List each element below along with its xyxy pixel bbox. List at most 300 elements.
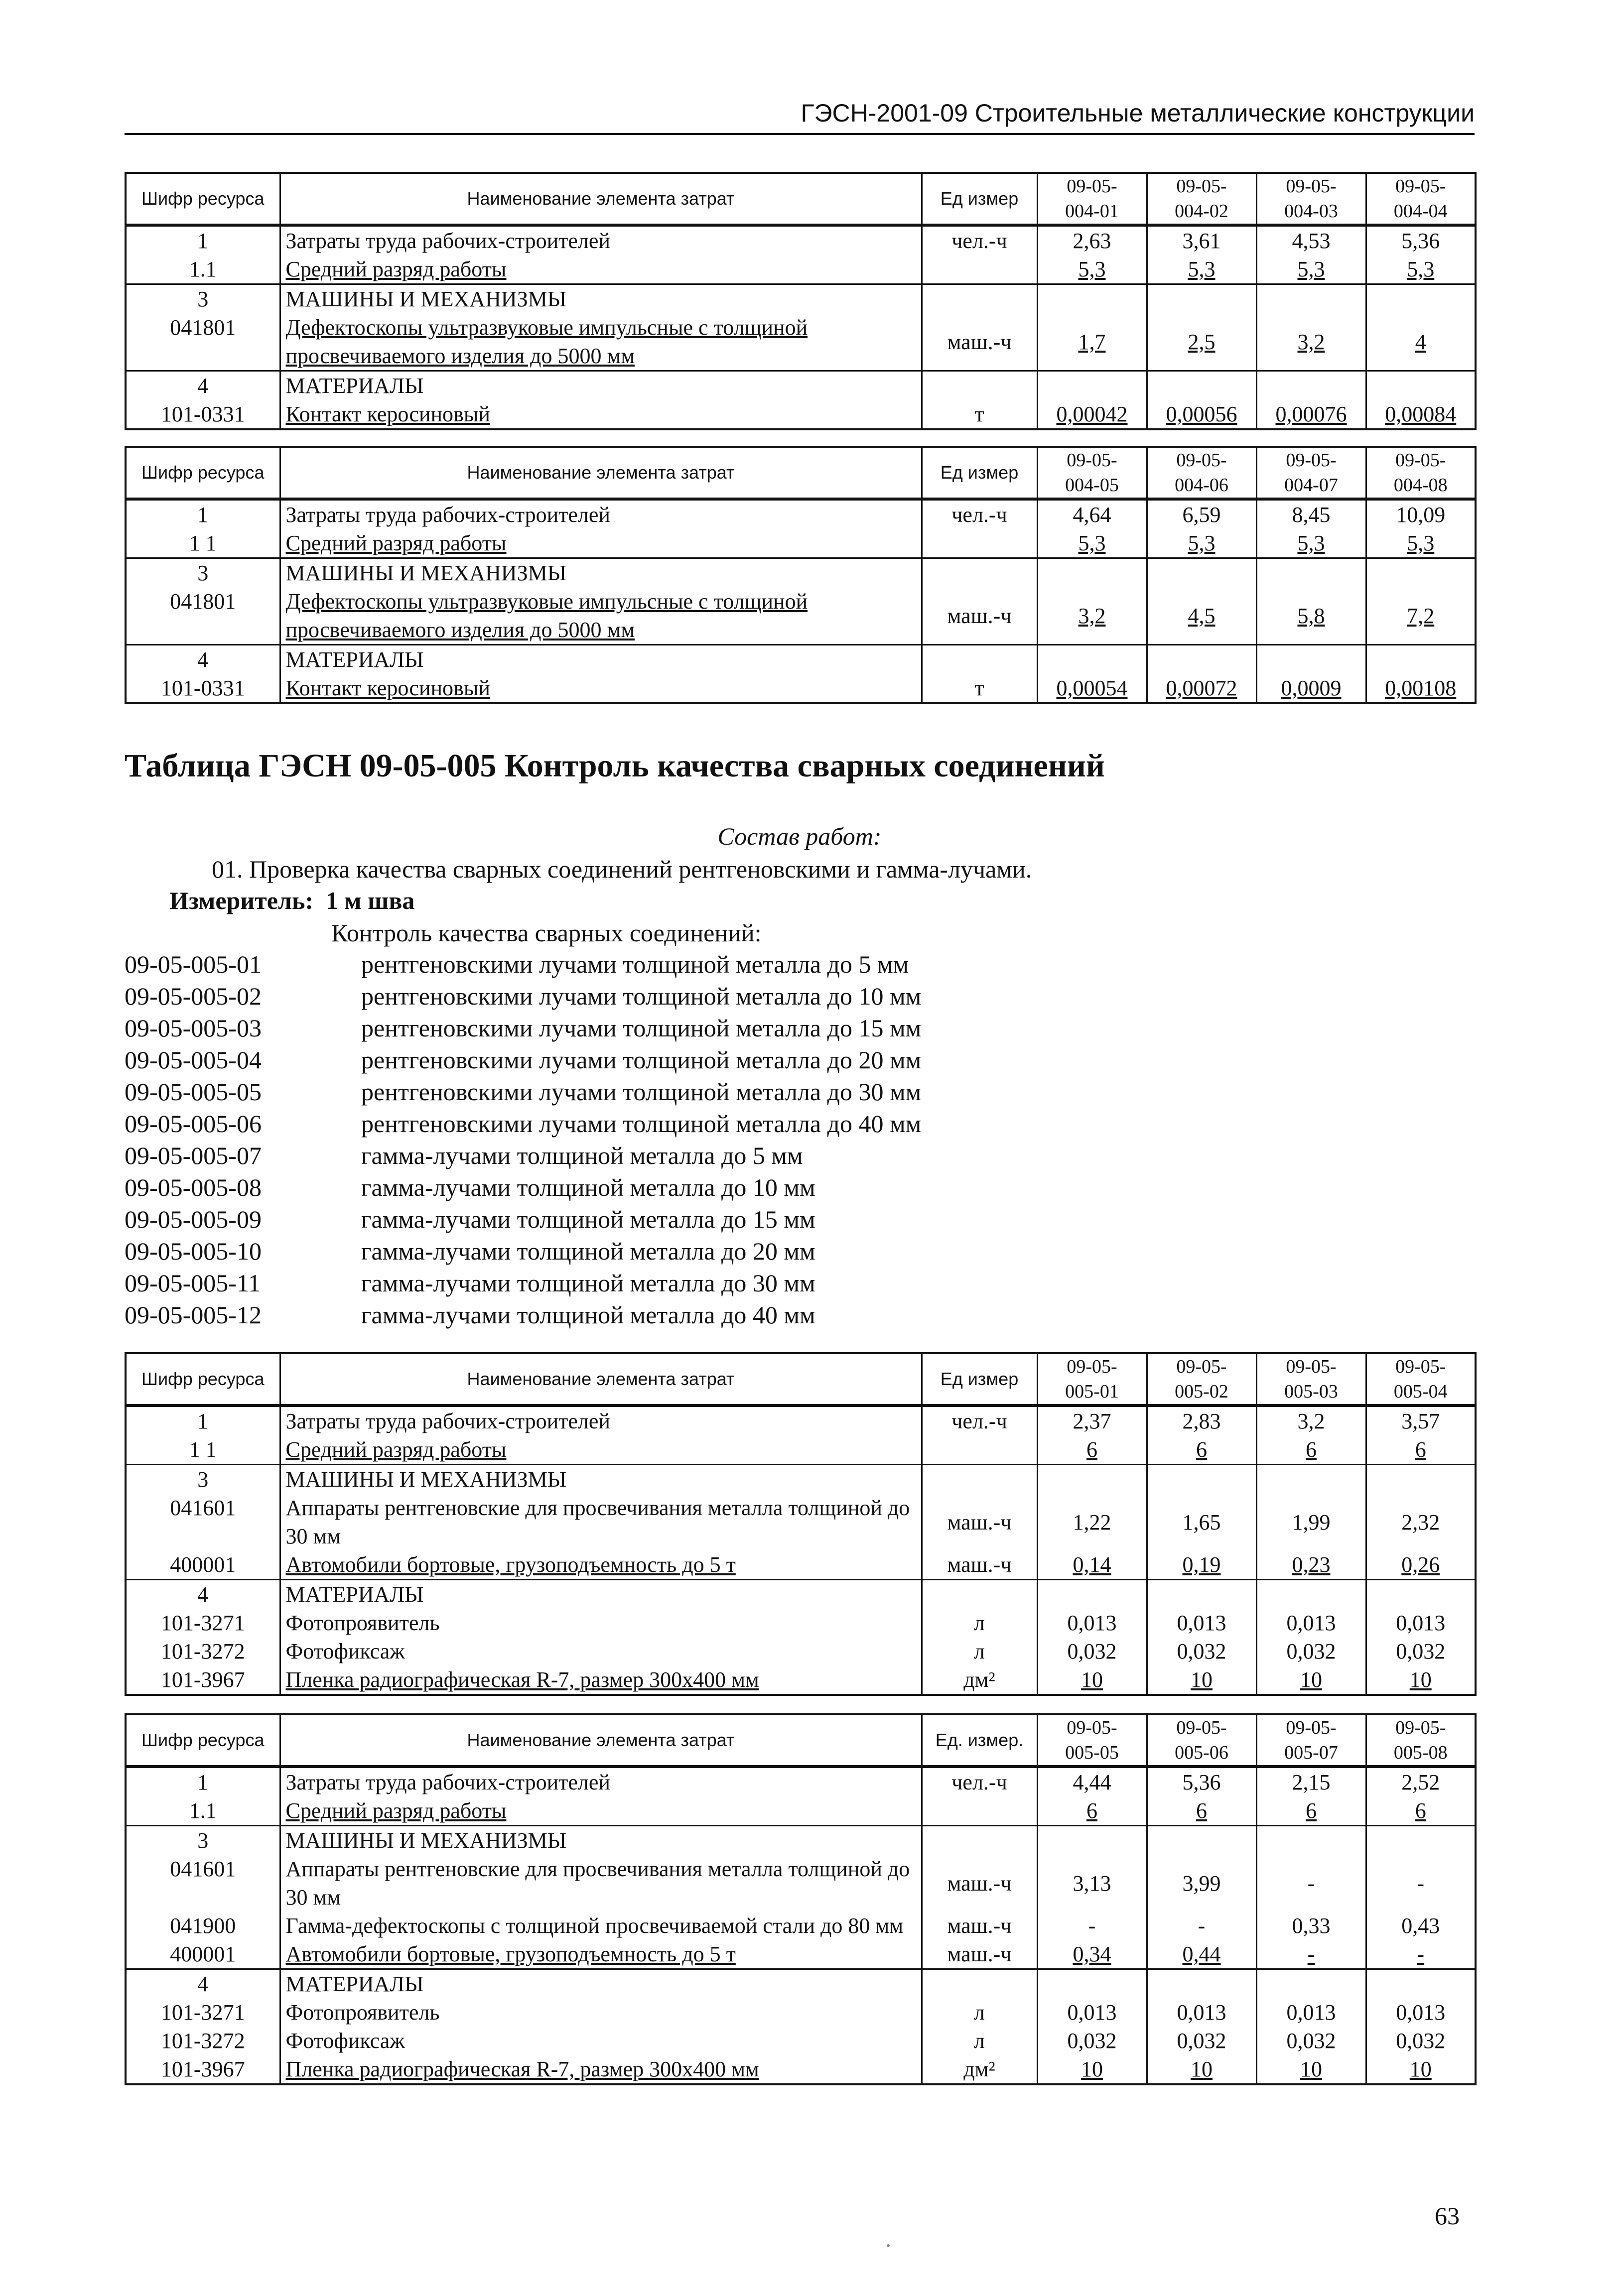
table-row	[126, 1665, 1476, 1695]
section-heading: МАШИНЫ И МЕХАНИЗМЫ	[280, 284, 922, 314]
value-cell: 10	[1256, 1665, 1366, 1695]
value-cell: 2,52	[1366, 1767, 1476, 1796]
value-cell	[1256, 1465, 1366, 1494]
col-header-unit: Ед измер	[922, 447, 1037, 499]
value-cell: 6	[1037, 1435, 1147, 1465]
value-cell	[1256, 1969, 1366, 1999]
unit-cell	[922, 1580, 1037, 1609]
section-heading: МАТЕРИАЛЫ	[280, 1580, 922, 1609]
section-row	[126, 1969, 1476, 1999]
table-row	[126, 1609, 1476, 1637]
unit-cell: л	[922, 1637, 1037, 1665]
value-cell: 5,3	[1256, 529, 1366, 558]
section-heading: МАТЕРИАЛЫ	[280, 371, 922, 400]
value-cell: 1,99	[1256, 1494, 1366, 1550]
resource-table-005-05-08	[125, 1713, 1477, 2085]
item-code: 09-05-005-02	[125, 982, 262, 1010]
section-heading: МАТЕРИАЛЫ	[280, 645, 922, 674]
resource-code: 1	[126, 1405, 280, 1435]
value-cell: 5,36	[1147, 1767, 1256, 1796]
value-cell: 7,2	[1366, 587, 1476, 645]
norm-code-part2: 005-03	[1284, 1381, 1338, 1402]
unit-cell: маш.-ч	[922, 1550, 1037, 1580]
section-heading: МАШИНЫ И МЕХАНИЗМЫ	[280, 1465, 922, 1494]
col-header-norm	[1147, 1353, 1256, 1405]
item-code: 09-05-005-07	[125, 1142, 262, 1169]
value-cell: 6	[1147, 1796, 1256, 1826]
col-header-norm	[1366, 173, 1476, 225]
value-cell: 6	[1256, 1796, 1366, 1826]
value-cell: 3,61	[1147, 225, 1256, 255]
value-cell: 0,43	[1366, 1912, 1476, 1940]
resource-name: Средний разряд работы	[280, 1796, 922, 1826]
value-cell	[1366, 1465, 1476, 1494]
resource-code: 1	[126, 225, 280, 255]
unit-cell	[922, 1465, 1037, 1494]
value-cell: 3,13	[1037, 1855, 1147, 1912]
col-header-code: Шифр ресурса	[126, 447, 280, 499]
value-cell: 0,00108	[1366, 674, 1476, 703]
item-description: гамма-лучами толщиной металла до 20 мм	[361, 1237, 815, 1265]
resource-code: 101-3967	[126, 1665, 280, 1695]
norm-code-part2: 004-01	[1065, 201, 1119, 222]
item-code: 09-05-005-09	[125, 1205, 262, 1233]
norm-code-part2: 005-02	[1175, 1381, 1228, 1402]
norm-code-part2: 005-07	[1284, 1742, 1338, 1763]
section-title: Таблица ГЭСН 09-05-005 Контроль качества сварных соединений	[125, 748, 1105, 784]
value-cell: 0,26	[1366, 1550, 1476, 1580]
value-cell: -	[1037, 1912, 1147, 1940]
izmeritel-label: Измеритель:	[169, 887, 314, 914]
resource-name: Контакт керосиновый	[280, 400, 922, 429]
unit-cell: маш.-ч	[922, 1494, 1037, 1550]
col-header-name: Наименование элемента затрат	[280, 1714, 922, 1767]
value-cell: 1,22	[1037, 1494, 1147, 1550]
resource-name: Гамма-дефектоскопы с толщиной просвечиваемой стали до 80 мм	[280, 1912, 922, 1940]
item-code: 09-05-005-11	[125, 1269, 261, 1297]
unit-cell	[922, 255, 1037, 284]
resource-code: 3	[126, 284, 280, 314]
resource-table-004-01-04	[125, 172, 1477, 430]
value-cell: 5,3	[1147, 255, 1256, 284]
table-row	[126, 1637, 1476, 1665]
value-cell: 8,45	[1256, 499, 1366, 529]
resource-code: 4	[126, 1969, 280, 1999]
unit-cell	[922, 1435, 1037, 1465]
resource-name: Автомобили бортовые, грузоподъемность до 5 т	[280, 1940, 922, 1969]
value-cell: 0,00054	[1037, 674, 1147, 703]
value-cell: 0,44	[1147, 1940, 1256, 1969]
izmeritel	[169, 886, 414, 915]
resource-code: 101-0331	[126, 674, 280, 703]
resource-name: Контакт керосиновый	[280, 674, 922, 703]
value-cell: 0,013	[1147, 1609, 1256, 1637]
resource-code: 4	[126, 371, 280, 400]
value-cell: 0,00076	[1256, 400, 1366, 429]
value-cell: 5,36	[1366, 225, 1476, 255]
sostav-item: 01. Проверка качества сварных соединений рентгеновскими и гамма-лучами.	[212, 855, 1032, 883]
izmeritel-value: 1 м шва	[326, 887, 415, 914]
value-cell: 0,0009	[1256, 674, 1366, 703]
resource-code: 1 1	[126, 529, 280, 558]
value-cell: 4,64	[1037, 499, 1147, 529]
value-cell: 10	[1037, 2055, 1147, 2084]
item-description: рентгеновскими лучами толщиной металла до 20 мм	[361, 1046, 922, 1074]
col-header-norm	[1366, 1714, 1476, 1767]
value-cell: 0,032	[1037, 1637, 1147, 1665]
unit-cell: маш.-ч	[922, 1855, 1037, 1912]
item-description: гамма-лучами толщиной металла до 10 мм	[361, 1173, 815, 1201]
resource-name: Затраты труда рабочих-строителей	[280, 1767, 922, 1796]
resource-name: Пленка радиографическая R-7, размер 300х400 мм	[280, 1665, 922, 1695]
value-cell: 0,013	[1366, 1609, 1476, 1637]
unit-cell	[922, 558, 1037, 588]
unit-cell: чел.-ч	[922, 499, 1037, 529]
item-code: 09-05-005-10	[125, 1237, 262, 1265]
norm-code-part1: 09-05-	[1395, 1356, 1446, 1377]
table-row	[126, 400, 1476, 429]
norm-code-part1: 09-05-	[1286, 176, 1337, 197]
value-cell: 5,3	[1366, 529, 1476, 558]
resource-name: Автомобили бортовые, грузоподъемность до 5 т	[280, 1550, 922, 1580]
value-cell: 2,32	[1366, 1494, 1476, 1550]
resource-code: 101-0331	[126, 400, 280, 429]
norm-code-part1: 09-05-	[1067, 1356, 1117, 1377]
resource-code: 101-3271	[126, 1609, 280, 1637]
norm-code-part2: 005-05	[1065, 1742, 1119, 1763]
norm-code-part2: 004-05	[1065, 475, 1119, 496]
col-header-norm	[1037, 1353, 1147, 1405]
value-cell: 2,63	[1037, 225, 1147, 255]
norm-code-part2: 004-03	[1284, 201, 1338, 222]
resource-code: 1.1	[126, 1796, 280, 1826]
value-cell	[1366, 284, 1476, 314]
col-header-norm	[1147, 447, 1256, 499]
item-description: рентгеновскими лучами толщиной металла до 15 мм	[361, 1014, 922, 1042]
unit-cell	[922, 284, 1037, 314]
resource-name: Пленка радиографическая R-7, размер 300х400 мм	[280, 2055, 922, 2084]
table-row	[126, 1494, 1476, 1550]
col-header-norm	[1037, 173, 1147, 225]
table-row	[126, 1912, 1476, 1940]
item-description: рентгеновскими лучами толщиной металла до 5 мм	[361, 950, 909, 978]
unit-cell: чел.-ч	[922, 1767, 1037, 1796]
norm-code-part1: 09-05-	[1395, 176, 1446, 197]
value-cell: -	[1256, 1940, 1366, 1969]
item-description: гамма-лучами толщиной металла до 15 мм	[361, 1205, 815, 1233]
value-cell: 5,8	[1256, 587, 1366, 645]
sostav-title: Состав работ:	[717, 822, 882, 850]
col-header-norm	[1037, 1714, 1147, 1767]
value-cell	[1256, 1826, 1366, 1855]
value-cell: 0,032	[1366, 2027, 1476, 2055]
unit-cell: т	[922, 400, 1037, 429]
resource-code: 1.1	[126, 255, 280, 284]
resource-name: Затраты труда рабочих-строителей	[280, 225, 922, 255]
value-cell	[1256, 645, 1366, 674]
norm-code-part1: 09-05-	[1067, 176, 1117, 197]
value-cell: 1,7	[1037, 313, 1147, 371]
value-cell: -	[1256, 1855, 1366, 1912]
resource-code: 101-3967	[126, 2055, 280, 2084]
value-cell: 0,032	[1147, 1637, 1256, 1665]
section-row	[126, 371, 1476, 400]
value-cell: 3,57	[1366, 1405, 1476, 1435]
table-row	[126, 499, 1476, 529]
item-code: 09-05-005-12	[125, 1301, 262, 1329]
value-cell	[1366, 645, 1476, 674]
table-row	[126, 1435, 1476, 1465]
value-cell: 0,14	[1037, 1550, 1147, 1580]
col-header-code: Шифр ресурса	[126, 1353, 280, 1405]
table-row	[126, 1767, 1476, 1796]
value-cell	[1147, 1826, 1256, 1855]
unit-cell: маш.-ч	[922, 1940, 1037, 1969]
unit-cell: дм²	[922, 1665, 1037, 1695]
value-cell	[1256, 371, 1366, 400]
norm-code-part1: 09-05-	[1067, 1717, 1117, 1738]
table-row	[126, 587, 1476, 645]
item-description: рентгеновскими лучами толщиной металла до 30 мм	[361, 1078, 922, 1106]
value-cell: 6	[1256, 1435, 1366, 1465]
section-row	[126, 284, 1476, 314]
norm-code-part2: 004-07	[1284, 475, 1338, 496]
value-cell	[1366, 558, 1476, 588]
section-heading: МАТЕРИАЛЫ	[280, 1969, 922, 1999]
resource-code: 3	[126, 558, 280, 588]
norm-code-part1: 09-05-	[1176, 450, 1227, 471]
col-header-unit: Ед измер	[922, 173, 1037, 225]
resource-code: 400001	[126, 1550, 280, 1580]
item-code: 09-05-005-01	[125, 950, 262, 978]
norm-code-part2: 004-02	[1175, 201, 1228, 222]
unit-cell: маш.-ч	[922, 1912, 1037, 1940]
col-header-unit: Ед измер	[922, 1353, 1037, 1405]
table-row	[126, 225, 1476, 255]
value-cell: 5,3	[1037, 255, 1147, 284]
resource-code: 041601	[126, 1855, 280, 1912]
value-cell: 0,013	[1037, 1998, 1147, 2027]
value-cell	[1037, 645, 1147, 674]
item-code: 09-05-005-08	[125, 1173, 262, 1201]
resource-name: Фотопроявитель	[280, 1609, 922, 1637]
col-header-name: Наименование элемента затрат	[280, 447, 922, 499]
value-cell: 0,013	[1256, 1609, 1366, 1637]
unit-cell	[922, 1826, 1037, 1855]
section-row	[126, 1580, 1476, 1609]
item-code: 09-05-005-06	[125, 1110, 262, 1138]
resource-name: Дефектоскопы ультразвуковые импульсные с толщиной просвечиваемого изделия до 5000 мм	[280, 313, 922, 371]
resource-code: 1 1	[126, 1435, 280, 1465]
col-header-norm	[1147, 1714, 1256, 1767]
unit-cell	[922, 1969, 1037, 1999]
value-cell: 0,00056	[1147, 400, 1256, 429]
resource-code: 041801	[126, 313, 280, 371]
value-cell: -	[1366, 1855, 1476, 1912]
value-cell: 4,53	[1256, 225, 1366, 255]
col-header-code: Шифр ресурса	[126, 1714, 280, 1767]
unit-cell: т	[922, 674, 1037, 703]
resource-code: 101-3271	[126, 1998, 280, 2027]
item-description: рентгеновскими лучами толщиной металла до 10 мм	[361, 982, 922, 1010]
value-cell: 10	[1147, 2055, 1256, 2084]
resource-name: Аппараты рентгеновские для просвечивания металла толщиной до 30 мм	[280, 1494, 922, 1550]
value-cell	[1366, 371, 1476, 400]
resource-name: Средний разряд работы	[280, 1435, 922, 1465]
value-cell: 0,23	[1256, 1550, 1366, 1580]
norm-code-part1: 09-05-	[1067, 450, 1117, 471]
value-cell	[1037, 1465, 1147, 1494]
value-cell: 0,032	[1366, 1637, 1476, 1665]
value-cell: 10	[1366, 1665, 1476, 1695]
table-row	[126, 255, 1476, 284]
col-header-norm	[1366, 447, 1476, 499]
resource-table-005-01-04	[125, 1352, 1477, 1696]
value-cell: 5,3	[1256, 255, 1366, 284]
norm-code-part2: 005-04	[1393, 1381, 1448, 1402]
col-header-norm	[1256, 1714, 1366, 1767]
value-cell: 0,00084	[1366, 400, 1476, 429]
norm-code-part1: 09-05-	[1176, 176, 1227, 197]
col-header-name: Наименование элемента затрат	[280, 173, 922, 225]
table-row	[126, 1855, 1476, 1912]
norm-code-part1: 09-05-	[1395, 450, 1446, 471]
table-row	[126, 674, 1476, 703]
unit-cell	[922, 371, 1037, 400]
table-row	[126, 2027, 1476, 2055]
resource-name: Затраты труда рабочих-строителей	[280, 499, 922, 529]
resource-name: Затраты труда рабочих-строителей	[280, 1405, 922, 1435]
value-cell: 0,013	[1366, 1998, 1476, 2027]
value-cell	[1147, 1465, 1256, 1494]
value-cell: 0,032	[1037, 2027, 1147, 2055]
value-cell: 0,013	[1037, 1609, 1147, 1637]
resource-name: Средний разряд работы	[280, 255, 922, 284]
value-cell: 2,5	[1147, 313, 1256, 371]
resource-code: 4	[126, 1580, 280, 1609]
value-cell: 10	[1147, 1665, 1256, 1695]
value-cell: 0,19	[1147, 1550, 1256, 1580]
value-cell: -	[1147, 1912, 1256, 1940]
resource-name: Фотофиксаж	[280, 1637, 922, 1665]
resource-name: Фотофиксаж	[280, 2027, 922, 2055]
item-description: гамма-лучами толщиной металла до 5 мм	[361, 1142, 803, 1169]
value-cell	[1147, 645, 1256, 674]
value-cell: 6	[1147, 1435, 1256, 1465]
value-cell	[1037, 558, 1147, 588]
norm-code-part2: 005-06	[1175, 1742, 1228, 1763]
resource-code: 400001	[126, 1940, 280, 1969]
unit-cell	[922, 1796, 1037, 1826]
item-code: 09-05-005-04	[125, 1046, 262, 1074]
norm-code-part1: 09-05-	[1286, 1356, 1337, 1377]
table-row	[126, 529, 1476, 558]
col-header-code: Шифр ресурса	[126, 173, 280, 225]
table-row	[126, 1998, 1476, 2027]
value-cell	[1366, 1826, 1476, 1855]
value-cell	[1037, 371, 1147, 400]
section-row	[126, 558, 1476, 588]
value-cell	[1037, 1580, 1147, 1609]
value-cell: 6,59	[1147, 499, 1256, 529]
norm-code-part1: 09-05-	[1176, 1356, 1227, 1377]
unit-cell: л	[922, 2027, 1037, 2055]
value-cell: 0,032	[1256, 1637, 1366, 1665]
resource-code: 041601	[126, 1494, 280, 1550]
table-row	[126, 2055, 1476, 2084]
value-cell: -	[1366, 1940, 1476, 1969]
resource-code: 4	[126, 645, 280, 674]
value-cell: 3,2	[1037, 587, 1147, 645]
norm-code-part2: 005-01	[1065, 1381, 1119, 1402]
section-row	[126, 1826, 1476, 1855]
norm-code-part1: 09-05-	[1286, 1717, 1337, 1738]
value-cell: 0,032	[1256, 2027, 1366, 2055]
value-cell: 0,032	[1147, 2027, 1256, 2055]
running-header: ГЭСН-2001-09 Строительные металлические конструкции	[125, 97, 1475, 135]
value-cell: 0,013	[1256, 1998, 1366, 2027]
item-code: 09-05-005-05	[125, 1078, 262, 1106]
value-cell	[1366, 1580, 1476, 1609]
unit-cell: чел.-ч	[922, 1405, 1037, 1435]
value-cell: 10	[1256, 2055, 1366, 2084]
item-description: рентгеновскими лучами толщиной металла до 40 мм	[361, 1110, 922, 1138]
unit-cell	[922, 645, 1037, 674]
norm-code-part2: 004-06	[1175, 475, 1228, 496]
value-cell	[1037, 284, 1147, 314]
value-cell: 4	[1366, 313, 1476, 371]
value-cell: 5,3	[1366, 255, 1476, 284]
norm-code-part2: 005-08	[1393, 1742, 1448, 1763]
table-row	[126, 1796, 1476, 1826]
value-cell: 3,2	[1256, 313, 1366, 371]
unit-cell: л	[922, 1609, 1037, 1637]
section-row	[126, 1465, 1476, 1494]
table-row	[126, 1940, 1476, 1969]
resource-name: Дефектоскопы ультразвуковые импульсные с толщиной просвечиваемого изделия до 5000 мм	[280, 587, 922, 645]
resource-code: 041900	[126, 1912, 280, 1940]
value-cell: 0,00042	[1037, 400, 1147, 429]
unit-cell: дм²	[922, 2055, 1037, 2084]
value-cell	[1256, 558, 1366, 588]
unit-cell: л	[922, 1998, 1037, 2027]
norm-code-part2: 004-04	[1393, 201, 1448, 222]
value-cell: 2,15	[1256, 1767, 1366, 1796]
value-cell: 10	[1366, 2055, 1476, 2084]
col-header-name: Наименование элемента затрат	[280, 1353, 922, 1405]
value-cell: 6	[1037, 1796, 1147, 1826]
control-heading: Контроль качества сварных соединений:	[331, 919, 762, 947]
value-cell: 5,3	[1147, 529, 1256, 558]
norm-code-part1: 09-05-	[1395, 1717, 1446, 1738]
norm-code-part1: 09-05-	[1176, 1717, 1227, 1738]
value-cell: 6	[1366, 1435, 1476, 1465]
norm-code-part2: 004-08	[1393, 475, 1448, 496]
resource-name: Средний разряд работы	[280, 529, 922, 558]
unit-cell: маш.-ч	[922, 587, 1037, 645]
col-header-norm	[1256, 1353, 1366, 1405]
value-cell: 10,09	[1366, 499, 1476, 529]
resource-code: 101-3272	[126, 2027, 280, 2055]
col-header-norm	[1366, 1353, 1476, 1405]
value-cell: 2,83	[1147, 1405, 1256, 1435]
value-cell: 5,3	[1037, 529, 1147, 558]
unit-cell: маш.-ч	[922, 313, 1037, 371]
page-number: 63	[1435, 2202, 1460, 2230]
section-row	[126, 645, 1476, 674]
value-cell	[1366, 1969, 1476, 1999]
value-cell	[1256, 1580, 1366, 1609]
